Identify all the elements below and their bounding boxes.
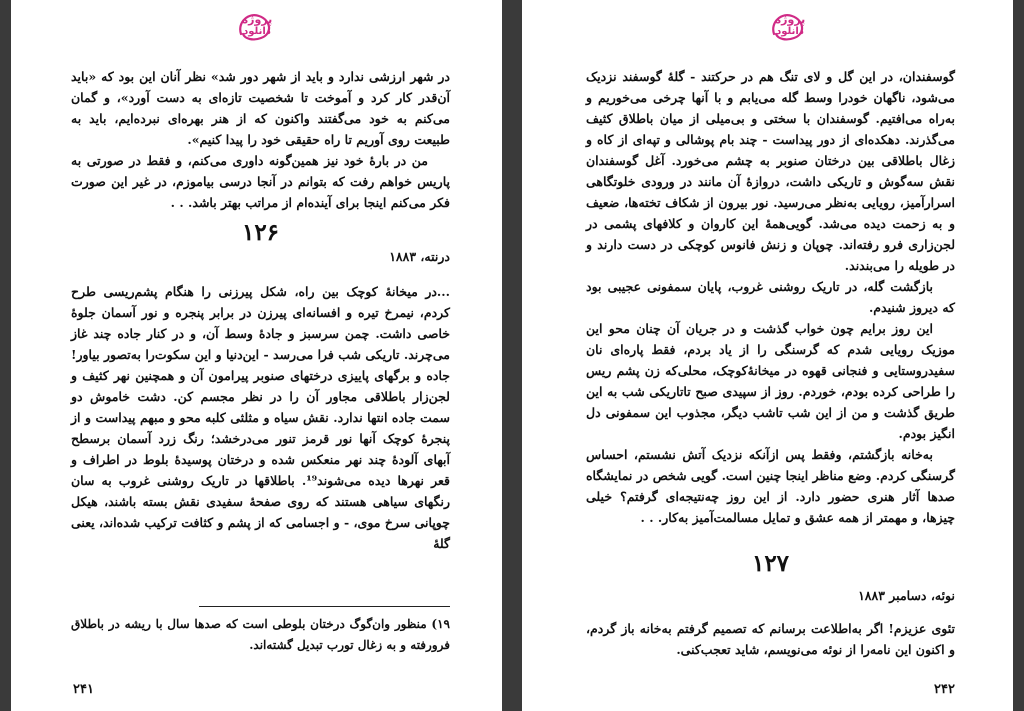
- right-paragraph-1: گوسفندان، در این گل و لای تنگ هم در حرکتند - گلهٔ گوسفند نزدیک می‌شود، ناگهان خودرا وسط گله می‌یابم و با آنها چرخی می‌خوریم و به‌راه می‌افتیم. گوسفندان با سختی و بی‌میلی از میان باطلاق کثیف می‌گذرند. دهکده‌ای از دور پیداست - چند بام پوشالی و تپه‌ای از کاه و زغال باطلاقی بین درختان صنوبر به چشم می‌خورد. آغل گوسفندان نقش سه‌گوش و تاریکی داشت، دروازهٔ آن مانند در ورودی خلوتگاهی اسرارآمیز، رویایی به‌نظر می‌رسید. نور بیرون از شکاف تخته‌ها، ضعیف و به زحمت دیده می‌شد. گویی‌همهٔ این کاروان و کلافهای پشمی در لجن‌زاری فرو رفته‌اند. چوپان و زنش فانوس کوچکی در دست دارند و در طویله را می‌بندند.: [586, 69, 955, 273]
- logo-text-bottom: دانلود: [776, 26, 804, 37]
- entry-date-126: درنته، ۱۸۸۳: [389, 249, 450, 264]
- entry-126-paragraph: ...در میخانهٔ کوچک بین راه، شکل پیرزنی را هنگام پشم‌ریسی طرح کردم، نیمرخ تیره و افسانه‌ای پیرزن در برابر پنجره و نور آسمان جلوهٔ خاصی داشت. چمن سرسبز و جادهٔ وسط آن، و در کنار جاده چند غاز می‌چرند. تاریکی شب فرا می‌رسد - این‌دنیا و این سکوت‌را به‌تصور بیاور! جاده و برگهای پاییزی درختهای صنوبر پیرامون آن و همچنین نهر کثیف و لجن‌زار باطلاقی مجاور آن را در نظر مجسم کن. دشت خاموش دو سمت جاده انتها ندارد. نقش سیاه و مثلثی کلبه محو و مبهم پیداست و از پنجرهٔ کوچک آنها نور قرمز تنور می‌درخشد؛ رنگ زرد آسمان برسطح آبهای آلودهٔ چند نهر منعکس شده و درختان پوسیدهٔ بلوط در اطراف و قعر نهرها دیده می‌شوند¹⁹. باطلاقها در تاریک روشنی غروب به سان رنگهای سیاهی هستند که روی صفحهٔ سفیدی نقش بسته باشند، هیکل چوپانی سرخ موی، - و اجسامی که از پشم و کثافت ترکیب شده‌اند، یعنی گلهٔ: [71, 284, 450, 551]
- entry-date-127: نوئه، دسامبر ۱۸۸۳: [858, 588, 955, 603]
- page-number-right: ۲۴۲: [934, 682, 955, 697]
- entry-number-127: ۱۲۷: [751, 550, 790, 577]
- right-paragraph-3: این روز برایم چون خواب گذشت و در جریان آن چنان محو این موزیک رویایی شدم که گرسنگی را از یاد بردم، فقط پاره‌ای نان سفیدروستایی و فنجانی قهوه در میخانهٔ‌کوچک، محلی‌که زن پشم ریس را طراحی کرده بودم، خوردم. روز از سپیدی صبح تاتاریکی شب به این طریق گذشت و من از این شب تاشب دیگر، مجذوب این سمفونی دل انگیز بودم.: [586, 321, 955, 441]
- site-logo: [768, 8, 812, 44]
- right-paragraph-2: بازگشت گله، در تاریک روشنی غروب، پایان سمفونی عجیبی بود که دیروز شنیدم.: [586, 279, 955, 315]
- right-page: [522, 0, 1013, 711]
- entry-127-paragraph: تئوی عزیزم! اگر به‌اطلاعت برسانم که تصمیم گرفتم به‌خانه باز گردم، و اکنون این نامه‌را از نوئه می‌نویسم، شاید تعجب‌کنی.: [586, 621, 955, 657]
- footnote-divider: [199, 606, 450, 607]
- logo-text-bottom: دانلود: [243, 26, 271, 37]
- left-page-body: [71, 66, 450, 554]
- left-paragraph-1: در شهر ارزشی ندارد و باید از شهر دور شد» نظر آنان این بود که «باید آن‌قدر کار کرد و آموخت تا شخصیت تازه‌ای به دست آورد»، و گمان می‌کنم به خود می‌گفتند واکنون که از هنر بهره‌ای نبرده‌ایم، باید به طبیعت روی آوریم تا راه حقیقی خود را پیدا کنیم».: [71, 69, 450, 147]
- right-paragraph-4: به‌خانه بازگشتم، وفقط پس ازآنکه نزدیک آتش نشستم، احساس گرسنگی کردم. وضع مناظر اینجا چنین است. گویی شخص در نمایشگاه صدها آثار هنری حضور دارد. از این روز چه‌نتیجه‌ای گرفتم؟ خیلی چیزها، و مهمتر از همه عشق و تمایل مسالمت‌آمیز به‌کار. . .: [586, 447, 955, 525]
- page-number-left: ۲۴۱: [73, 682, 94, 697]
- right-page-body: [586, 66, 955, 660]
- footnote-19: ۱۹) منظور وان‌گوگ درختان بلوطی است که صدها سال با ریشه در باطلاق فرورفته و به زغال تورب تبدیل گشته‌اند.: [71, 617, 450, 652]
- entry-number-126: ۱۲۶: [241, 219, 280, 246]
- logo-text-top: پروژه: [774, 13, 806, 26]
- left-page: [11, 0, 502, 711]
- left-paragraph-2: من در بارهٔ خود نیز همین‌گونه داوری می‌کنم، و فقط در صورتی به پاریس خواهم رفت که بتوانم در آنجا درسی بیاموزم، در غیر این صورت فکر می‌کنم اینجا برای آینده‌ام از مراتب بهتر باشد. . .: [71, 153, 450, 210]
- logo-text-top: پروژه: [241, 13, 273, 26]
- site-logo: [235, 8, 279, 44]
